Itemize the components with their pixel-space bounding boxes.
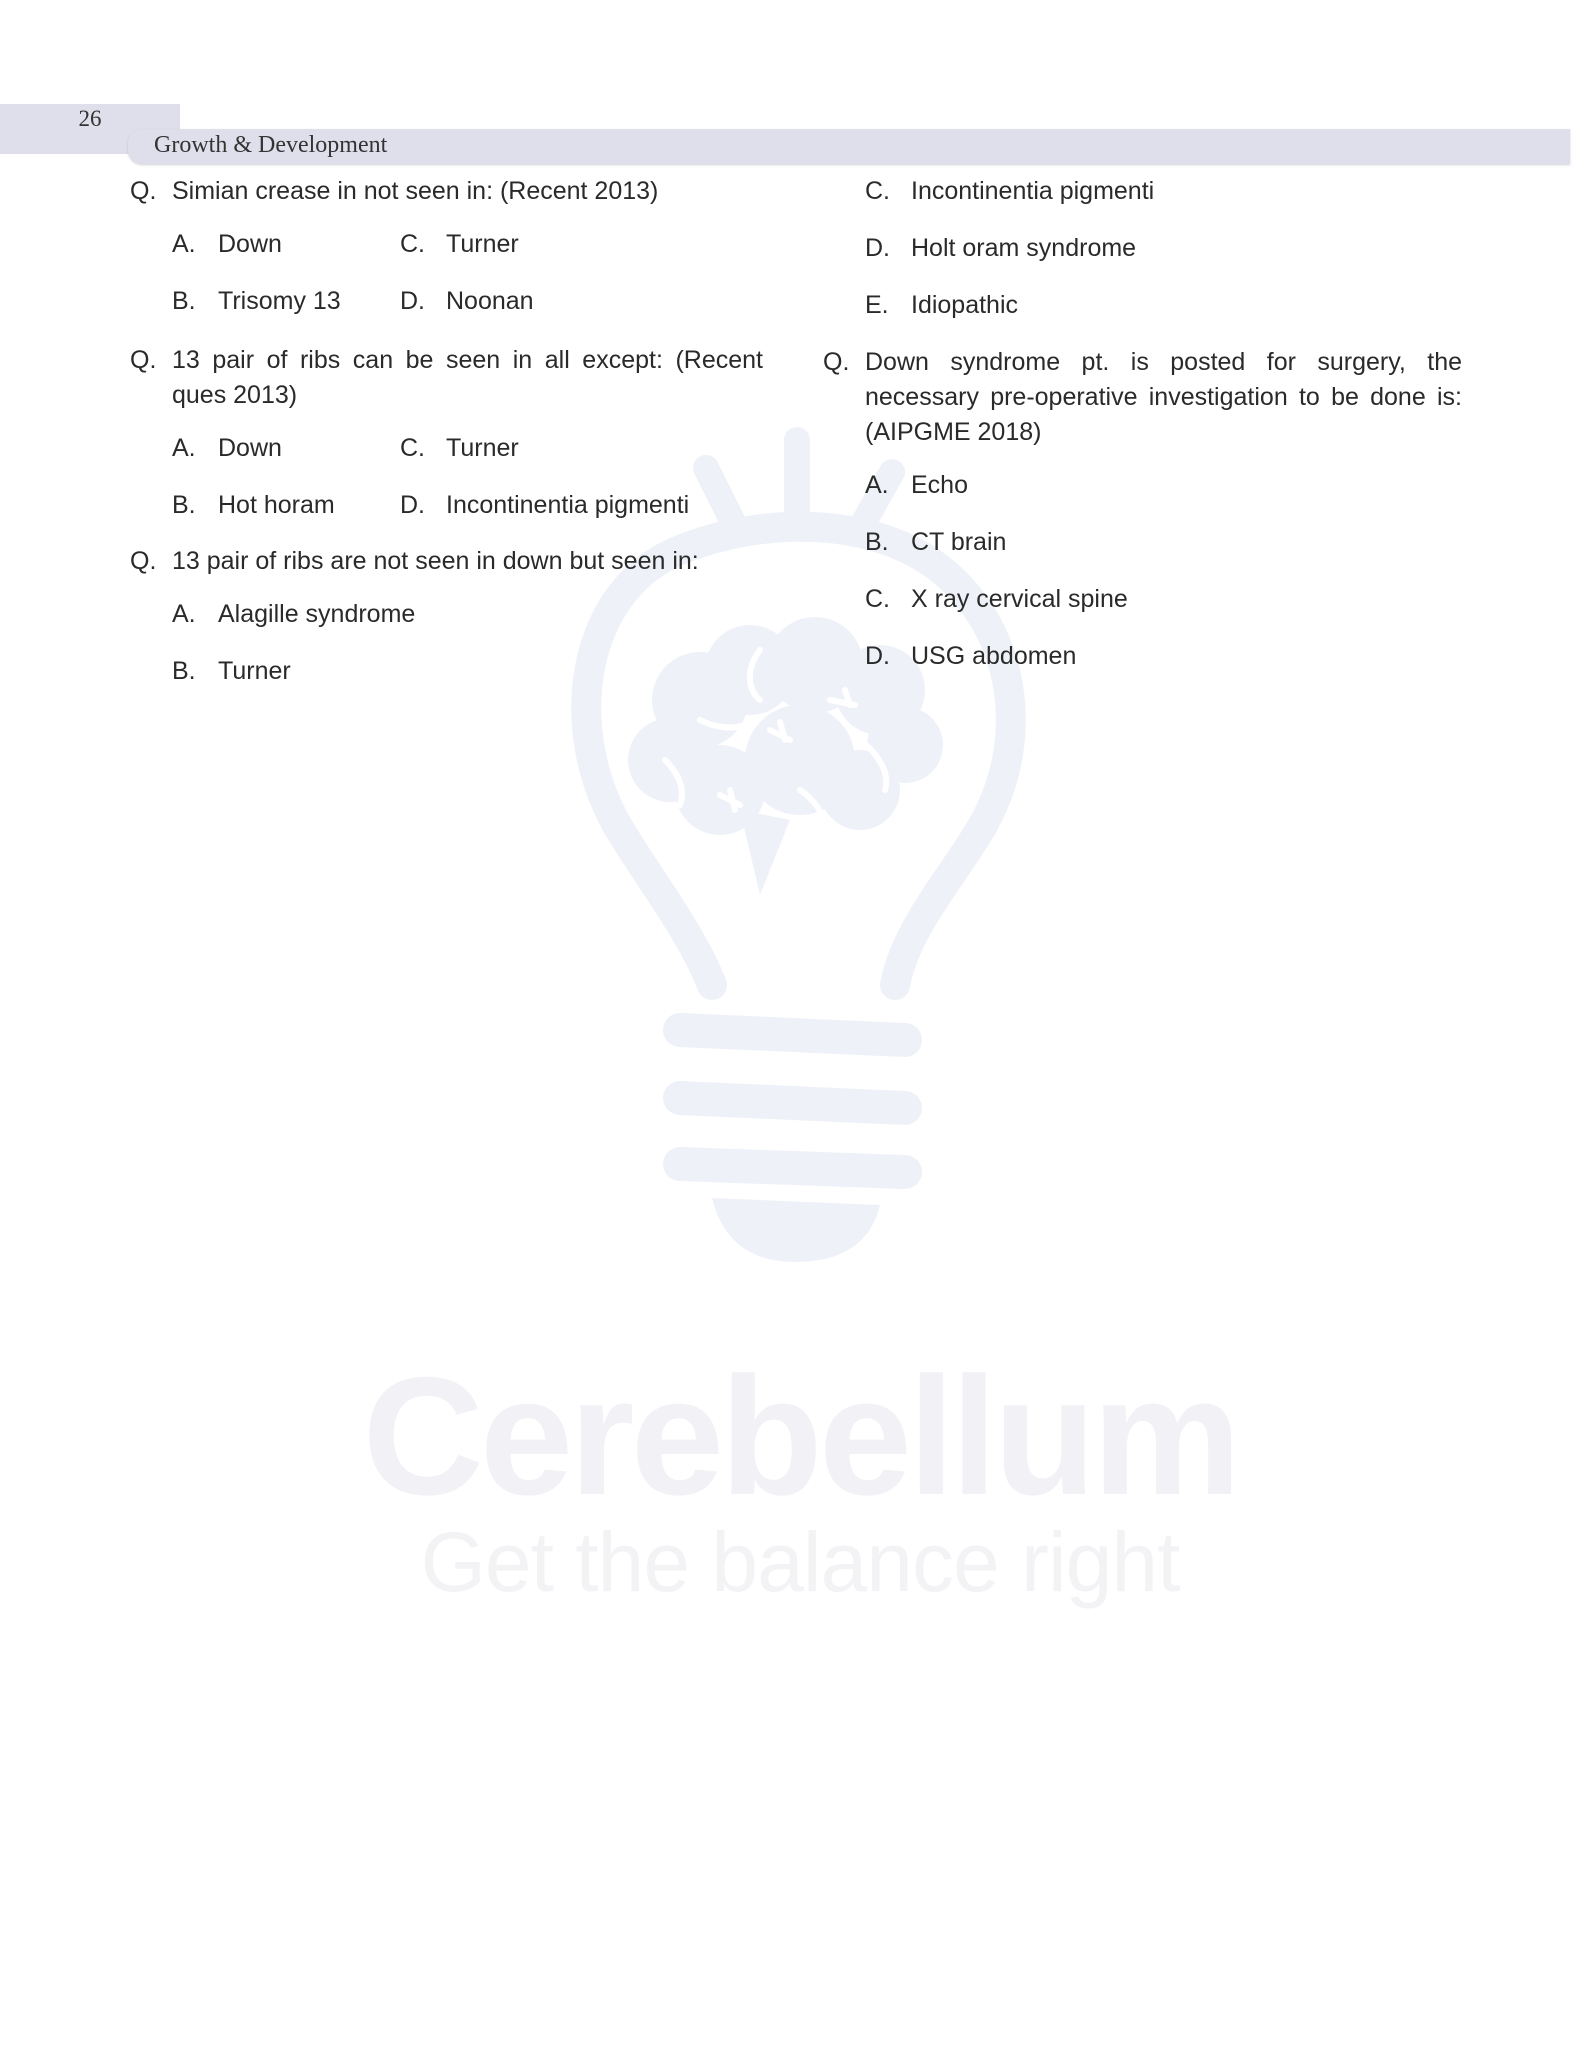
- option-text: X ray cervical spine: [911, 585, 1128, 613]
- option-text: Holt oram syndrome: [911, 234, 1137, 262]
- option-text: Alagille syndrome: [218, 600, 416, 628]
- question-marker: Q.: [130, 346, 157, 374]
- option: [865, 174, 1154, 209]
- option-letter: B.: [172, 491, 196, 519]
- option-letter: D.: [865, 642, 890, 670]
- option-text: Noonan: [446, 287, 534, 315]
- option-letter: E.: [865, 291, 889, 319]
- option-row: [865, 621, 1462, 678]
- option-letter: D.: [400, 491, 425, 519]
- option: [865, 288, 1018, 323]
- question-marker: Q.: [823, 348, 850, 376]
- question-text: Down syndrome pt. is posted for surgery, the necessary pre-operative investigation to be done is: (AIPGME 2018): [865, 348, 1462, 446]
- option-row: [172, 266, 763, 323]
- option-letter: A.: [172, 230, 196, 258]
- question-marker: Q.: [130, 547, 157, 575]
- option: [172, 654, 291, 689]
- option: [172, 284, 400, 319]
- option-row: [172, 209, 763, 266]
- option-row: [865, 564, 1462, 621]
- chapter-title: Growth & Development: [154, 132, 388, 158]
- option: [865, 525, 1006, 560]
- option: [865, 468, 968, 503]
- option-letter: C.: [400, 230, 425, 258]
- option-letter: C.: [865, 177, 890, 205]
- question: [130, 174, 763, 209]
- question-marker: Q.: [130, 177, 157, 205]
- option-text: USG abdomen: [911, 642, 1077, 670]
- option: [400, 284, 534, 319]
- option-row: [172, 413, 763, 470]
- option-text: Hot horam: [218, 491, 335, 519]
- option-letter: D.: [865, 234, 890, 262]
- option-text: Idiopathic: [911, 291, 1019, 319]
- right-column: [823, 174, 1462, 678]
- option-letter: A.: [172, 600, 196, 628]
- left-column: [130, 174, 763, 693]
- option-row: [865, 270, 1462, 327]
- option-text: Down: [218, 434, 282, 462]
- question-text: 13 pair of ribs can be seen in all except: (Recent ques 2013): [172, 346, 763, 409]
- option: [865, 231, 1136, 266]
- option: [400, 488, 689, 523]
- option-text: Turner: [446, 434, 519, 462]
- option: [172, 227, 400, 262]
- option-row: [865, 450, 1462, 507]
- option: [172, 488, 400, 523]
- option-letter: A.: [865, 471, 889, 499]
- watermark-brand: Cerebellum: [362, 1342, 1238, 1530]
- question-text: Simian crease in not seen in: (Recent 2013): [172, 177, 659, 205]
- watermark-tagline: Get the balance right: [420, 1515, 1180, 1609]
- option-text: Turner: [218, 657, 291, 685]
- option-text: Incontinentia pigmenti: [446, 491, 690, 519]
- options: [130, 209, 763, 323]
- option-text: Trisomy 13: [218, 287, 341, 315]
- option-letter: B.: [172, 287, 196, 315]
- option-text: Incontinentia pigmenti: [911, 177, 1155, 205]
- option-letter: D.: [400, 287, 425, 315]
- option: [865, 639, 1076, 674]
- option-text: Down: [218, 230, 282, 258]
- option: [172, 431, 400, 466]
- option-row: [865, 507, 1462, 564]
- option-row: [172, 636, 763, 693]
- option-letter: C.: [400, 434, 425, 462]
- option-letter: B.: [172, 657, 196, 685]
- option-row: [865, 213, 1462, 270]
- continued-options: [823, 156, 1462, 327]
- option-letter: B.: [865, 528, 889, 556]
- option-row: [172, 579, 763, 636]
- option: [400, 431, 519, 466]
- option-letter: C.: [865, 585, 890, 613]
- question-text: 13 pair of ribs are not seen in down but seen in:: [172, 547, 699, 575]
- option: [172, 597, 415, 632]
- option-letter: A.: [172, 434, 196, 462]
- option-row: [172, 470, 763, 527]
- options: [130, 579, 763, 693]
- option-text: Turner: [446, 230, 519, 258]
- question: [130, 343, 763, 413]
- options: [130, 413, 763, 527]
- question: [823, 345, 1462, 450]
- page-number: 26: [78, 106, 102, 131]
- question: [130, 544, 763, 579]
- options: [823, 450, 1462, 678]
- option-text: Echo: [911, 471, 968, 499]
- option-row: [865, 156, 1462, 213]
- option: [865, 582, 1128, 617]
- option: [400, 227, 519, 262]
- option-text: CT brain: [911, 528, 1007, 556]
